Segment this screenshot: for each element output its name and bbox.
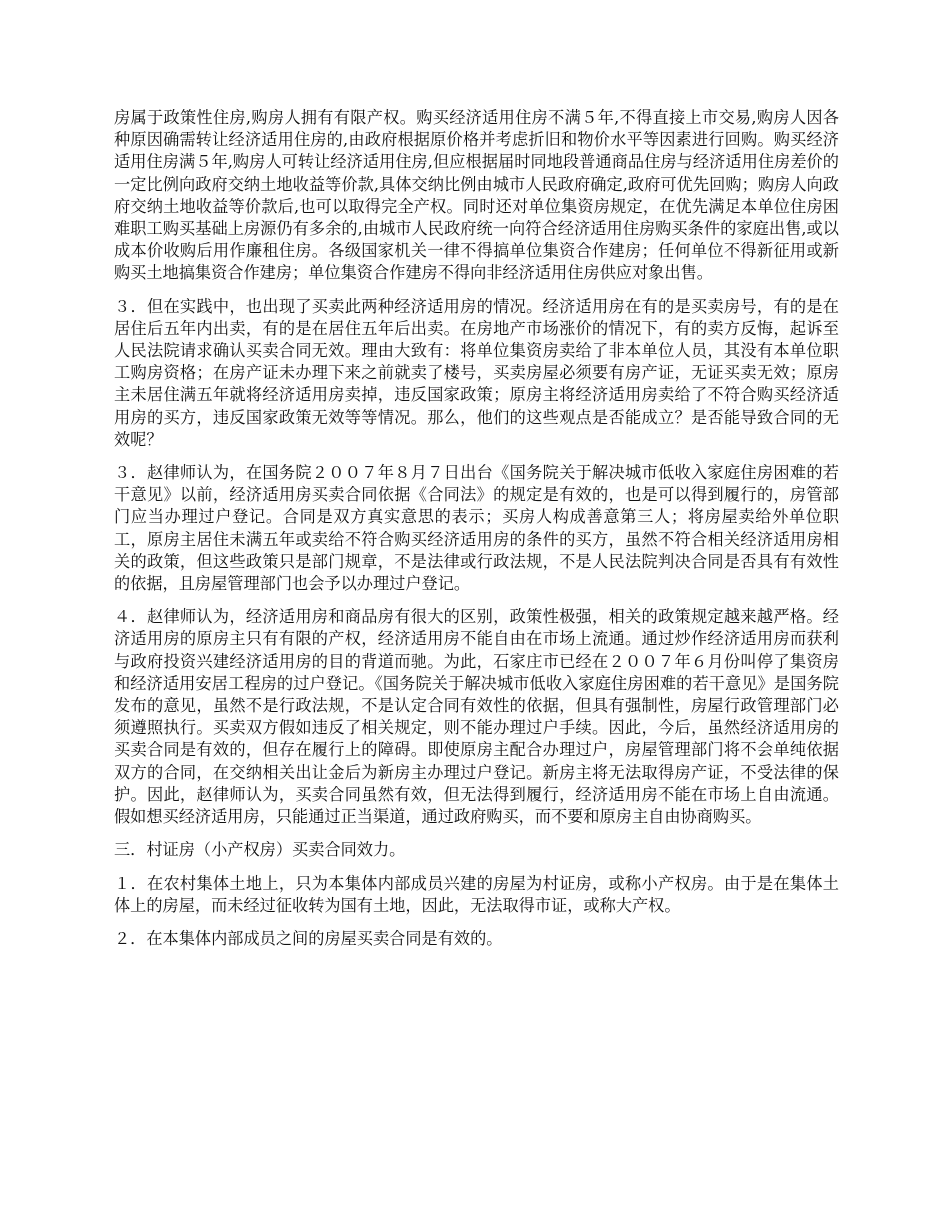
document-body	[114, 107, 839, 961]
paragraph-internal-sale-validity: ２．在本集体内部成员之间的房屋买卖合同是有效的。	[114, 928, 503, 948]
section-heading-village-housing: 三．村证房（小产权房）买卖合同效力。	[114, 840, 406, 860]
paragraph-affordable-housing-policy: 房属于政策性住房,购房人拥有有限产权。购买经济适用住房不满５年,不得直接上市交易,购房人因各种原因确需转让经济适用住房的,由政府根据原价格并考虑折旧和物价水平等因素进行回购。购买经济适用住房满５年,购房人可转让经济适用住房,但应根据届时同地段普通商品住房与经济适用住房差价的一定比例向政府交纳土地收益等价款,具体交纳比例由城市人民政府确定,政府可优先回购；购房人向政府交纳土地收益等价款后,也可以取得完全产权。同时还对单位集资房规定，在优先满足本单位住房困难职工购买基础上房源仍有多余的,由城市人民政府统一向符合经济适用住房购买条件的家庭出售,或以成本价收购后用作廉租住房。各级国家机关一律不得搞单位集资合作建房；任何单位不得新征用或新购买土地搞集资合作建房；单位集资合作建房不得向非经济适用住房供应对象出售。	[114, 108, 839, 283]
paragraph-lawyer-opinion-validity: ３．赵律师认为，在国务院２００７年８月７日出台《国务院关于解决城市低收入家庭住房困难的若干意见》以前，经济适用房买卖合同依据《合同法》的规定是有效的，也是可以得到履行的，房管部门应当办理过户登记。合同是双方真实意思的表示；买房人构成善意第三人；将房屋卖给外单位职工，原房主居住未满五年或卖给不符合购买经济适用房的条件的买方，虽然不符合相关经济适用房相关的政策，但这些政策只是部门规章，不是法律或行政法规，不是人民法院判决合同是否具有有效性的依据，且房屋管理部门也会予以办理过户登记。	[114, 463, 839, 594]
paragraph-practice-disputes: ３．但在实践中，也出现了买卖此两种经济适用房的情况。经济适用房在有的是买卖房号，有的是在居住后五年内出卖，有的是在居住五年后出卖。在房地产市场涨价的情况下，有的卖方反悔，起诉至人民法院请求确认买卖合同无效。理由大致有：将单位集资房卖给了非本单位人员，其没有本单位职工购房资格；在房产证未办理下来之前就卖了楼号，买卖房屋必须要有房产证，无证买卖无效；原房主未居住满五年就将经济适用房卖掉，违反国家政策；原房主将经济适用房卖给了不符合购买经济适用房的买方，违反国家政策无效等等情况。那么，他们的这些观点是否能成立？是否能导致合同的无效呢？	[114, 296, 839, 449]
paragraph-village-housing-definition: １．在农村集体土地上，只为本集体内部成员兴建的房屋为村证房，或称小产权房。由于是在集体土体上的房屋，而未经过征收转为国有土地，因此，无法取得市证，或称大产权。	[114, 873, 839, 915]
paragraph-lawyer-opinion-restrictions: ４．赵律师认为，经济适用房和商品房有很大的区别，政策性极强，相关的政策规定越来越严格。经济适用房的原房主只有有限的产权，经济适用房不能自由在市场上流通。通过炒作经济适用房而获利与政府投资兴建经济适用房的目的背道而驰。为此，石家庄市已经在２００７年６月份叫停了集资房和经济适用安居工程房的过户登记。《国务院关于解决城市低收入家庭住房困难的若干意见》是国务院发布的意见，虽然不是行政法规，不是认定合同有效性的依据，但具有强制性，房屋行政管理部门必须遵照执行。买卖双方假如违反了相关规定，则不能办理过户手续。因此，今后，虽然经济适用房的买卖合同是有效的，但存在履行上的障碍。即使原房主配合办理过户，房屋管理部门将不会单纯依据双方的合同，在交纳相关出让金后为新房主办理过户登记。新房主将无法取得房产证，不受法律的保护。因此，赵律师认为，买卖合同虽然有效，但无法得到履行，经济适用房不能在市场上自由流通。假如想买经济适用房，只能通过正当渠道，通过政府购买，而不要和原房主自由协商购买。	[114, 607, 839, 827]
